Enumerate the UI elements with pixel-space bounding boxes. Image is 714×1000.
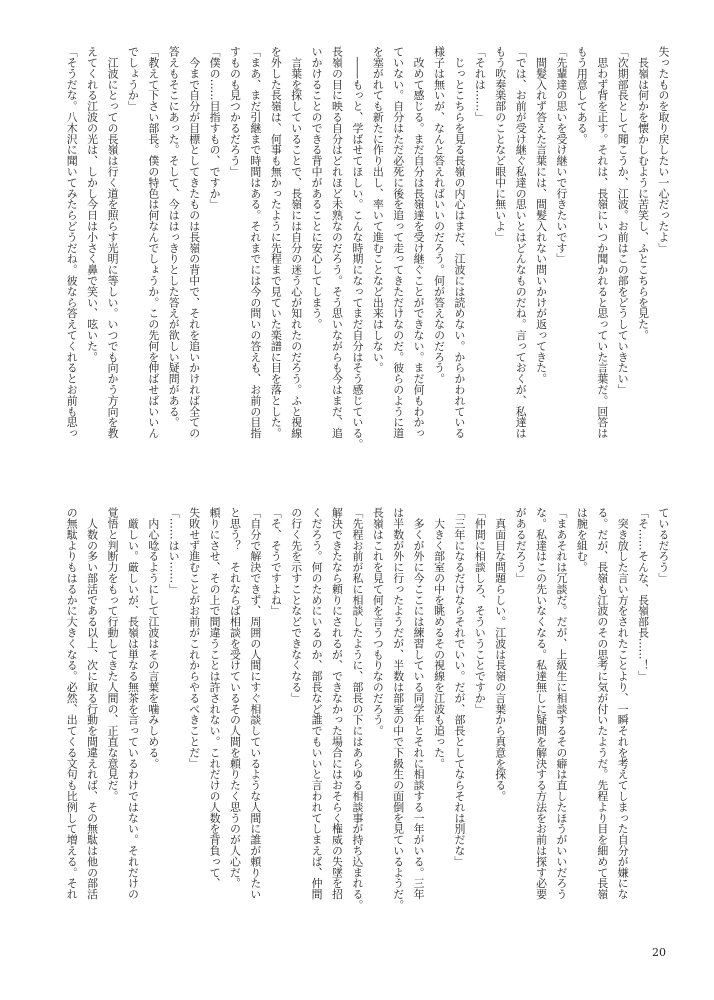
text-line: いかけることのできる背中があることに安心してしまう。	[310, 46, 324, 330]
text-line: を塞がれても新たに作り出し、率いて進むことなど出来はしない。	[371, 46, 385, 373]
text-line: 「先輩達の思いを受け継いで行きたいです」	[554, 46, 568, 264]
text-line: 頼りにさせ、その上で間違うことは許されない。これだけの人数を背負って、	[208, 507, 222, 889]
text-line: があるだろう」	[514, 507, 528, 584]
text-line: 多くが外に今ここには練習している同学年とそれに相談する一年がいる。三年	[412, 507, 426, 900]
text-line: な。私達はこの先いなくなる。私達無しに疑問を解決する方法をお前は探す必要	[534, 507, 548, 900]
text-line: 改めて感じる。まだ自分は長嶺達を受け継ぐことができない。まだ何もわかっ	[412, 46, 426, 439]
text-line: 言葉を探していることで、長嶺には自分の迷う心が知れたのだろう。ふと視線	[289, 46, 303, 439]
text-line: 大きく部室の中を眺めるその視線を江波も追った。	[432, 507, 446, 769]
text-line: を外した長嶺は、何事も無かったように先程まで見ていた楽譜に目を落とした。	[269, 46, 283, 439]
text-line: 「まあ、まだ引継まで時間はある。それまでには今の問いの答えも、お前の目指	[248, 46, 262, 439]
text-line: る。だが、長嶺も江波のその思考に気が付いたようだ。先程より目を細めて長嶺	[595, 507, 609, 900]
text-line: 今まで自分が目標としてきたものは長嶺の背中で、それを追いかければ全ての	[187, 46, 201, 439]
text-line: は半数が外に行ったようだが、半数は部室の中で下級生の面倒を見ているようだ。	[391, 507, 405, 911]
text-line: 覚悟と判断力をもって行動してきた人間の、正直な意見だ。	[106, 507, 120, 802]
text-line: 「仲間に相談しろ、そういうことですか」	[473, 507, 487, 715]
text-line: は腕を組む。	[575, 507, 589, 573]
text-line: もう用意してある。	[575, 46, 589, 145]
text-line: 長嶺はこれを見て何を言うつもりなのだろう。	[371, 507, 385, 736]
text-line: 「そうだな。八木沢に聞いてみたらどうだね。彼なら答えてくれるとお前も思っ	[65, 46, 79, 439]
text-line: の行く先を示すことなどできなくなる」	[289, 507, 303, 704]
text-line: ていない。自分はただ必死に後を追って走ってきただけなのだ。彼らのように道	[391, 46, 405, 439]
text-block-upper	[48, 46, 673, 482]
text-line: 「そ……そんな、長嶺部長……！」	[636, 507, 650, 682]
text-line: の無駄よりもはるかに大きくなる。必然、出てくる文句も比例して増える。それ	[65, 507, 79, 900]
text-line: 失ったものを取り戻したい一心だったよ」	[657, 46, 670, 254]
text-line: 間髪入れず答えた言葉には、間髪入れない問いかけが返ってきた。	[534, 46, 548, 384]
text-line: 「三年になるだけならそれでいい。だが、部長としてならそれは別だな」	[452, 507, 466, 867]
text-line: 厳しい。厳しいが、長嶺は単なる無茶を言っているわけではない。それだけの	[126, 507, 140, 900]
text-line: 「まあそれは冗談だ。だが、上級生に相談するその癖は直したほうがいいだろう	[554, 507, 568, 900]
text-line: 江波にとっての長嶺は行く道を照らす光明に等しい。いつでも向かう方向を教	[106, 46, 120, 439]
page-number: 20	[652, 946, 666, 959]
text-line: 「そ、そうですよね」	[269, 507, 283, 616]
text-line: 失敗せず進むことがお前がこれからやるべきことだ」	[187, 507, 201, 769]
text-line: すものも見つかるだろう」	[228, 46, 242, 177]
text-line: 「……はい……」	[167, 507, 181, 595]
text-line: 「それは……」	[473, 46, 487, 123]
text-line: 突き放した言い方をされたことより、一瞬それを考えてしまった自分が嫌にな	[616, 507, 630, 900]
text-line: 解決できたなら頼りにされるが、できなかった場合にはおそらく権威の失墜を招	[330, 507, 344, 900]
text-line: でしょうか」	[126, 46, 140, 112]
text-line: えてくれる江波の光は、しかし今日は小さく鼻で笑い、呟いた。	[85, 46, 99, 363]
text-line: もう吹奏楽部のことなど眼中に無いよ」	[493, 46, 507, 243]
text-line: くだろう。何のためにいるのか、部長など誰でもいいと言われてしまえば、仲間	[310, 507, 324, 900]
text-line: ているだろう」	[657, 507, 670, 584]
text-line: 「では、お前が受け継ぐ私達の思いとはどんなものだね。言っておくが、私達は	[514, 46, 528, 439]
text-block-lower	[48, 507, 673, 943]
text-line: 人数の多い部活である以上、次に取る行動を間違えれば、その無駄は他の部活	[85, 507, 99, 900]
text-line: 長嶺は何かを懐かしむように苦笑し、ふとこちらを見た。	[636, 46, 650, 341]
text-line: 「先程お前が私に相談したように、部長の下にはあらゆる相談事が持ち込まれる。	[350, 507, 364, 911]
text-line: 長嶺の目に映る自分はどれほど未熟なのだろう。そう思いながらも今はまだ、追	[330, 46, 344, 439]
text-line: 様子は無いが、なんと答えればいいのだろう。何が答えなのだろう。	[432, 46, 446, 384]
text-line: と思う？ それならば相談を受けているその人間を頼りたく思うのが人心だ。	[228, 507, 242, 889]
text-line: 「次期部長として聞こうか、江波。お前はこの部をどうしていきたい」	[616, 46, 630, 395]
text-line: じっとこちらを見る長嶺の内心はまだ、江波には読めない。からかわれている	[452, 46, 466, 439]
text-line: 思わず背を正す。それは、長嶺にいつか聞かれると思っていた言葉だ。回答は	[595, 46, 609, 439]
text-line: 答えもそこにあった。そして、今ははっきりとした答えが欲しい疑問がある。	[167, 46, 181, 428]
text-line: 真面目な問題らしい。江波は長嶺の言葉から真意を探る。	[493, 507, 507, 802]
text-line: 「自分で解決できず、周囲の人間にすぐ相談しているような人間に誰が頼りたい	[248, 507, 262, 900]
text-line: 内心唸るようにして江波はその言葉を噛みしめる。	[146, 507, 160, 769]
text-line: 「僕の……目指すもの、ですか」	[208, 46, 222, 210]
text-line: 「教えて下さい部長。僕の特色は何なんでしょうか。この先何を伸ばせばいいん	[146, 46, 160, 439]
text-line: ――もっと、学ばせてほしい。こんな時期になってまだ自分はそう感じている。	[350, 46, 364, 450]
